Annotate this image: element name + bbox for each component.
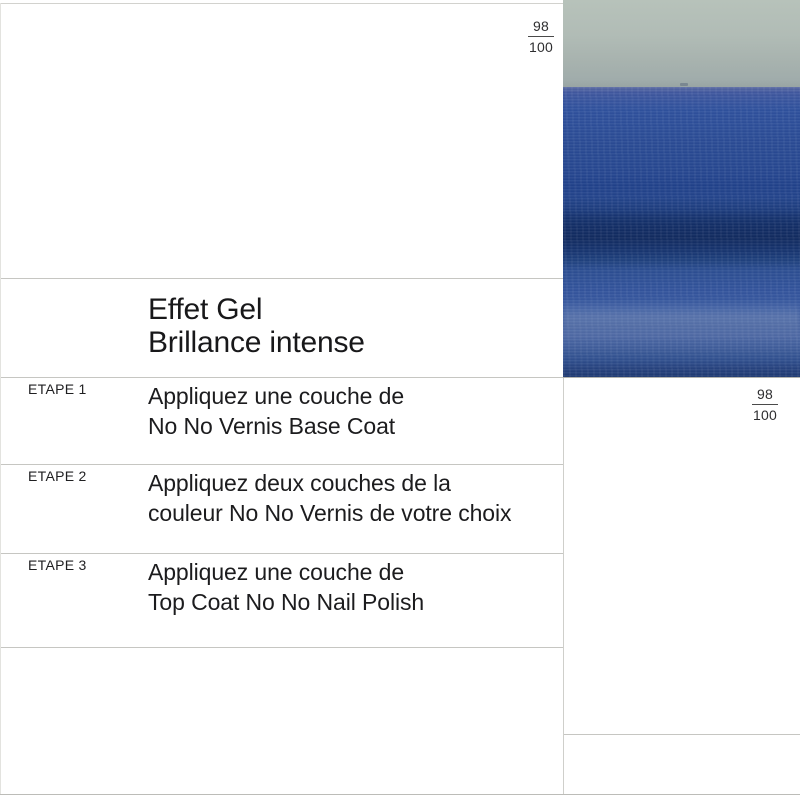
step-1-line-2: No No Vernis Base Coat (148, 413, 396, 439)
right-slide-divider (563, 734, 800, 735)
step-3-line-2: Top Coat No No Nail Polish (148, 589, 425, 615)
page-counter-total: 100 (529, 39, 553, 55)
left-slide-top-border (0, 3, 563, 4)
ocean-horizon-photo (563, 0, 800, 378)
step-1-text (148, 381, 404, 441)
step-3-line-1: Appliquez une couche de (148, 559, 405, 585)
page-counter (752, 386, 778, 423)
step-row-3 (0, 553, 563, 647)
page-counter-total: 100 (753, 407, 777, 423)
step-1-label: ETAPE 1 (28, 381, 87, 397)
divider-below-step-2 (0, 553, 563, 554)
page-counter-fraction-bar (528, 36, 554, 37)
step-row-2 (0, 464, 563, 553)
sky (563, 0, 800, 87)
title-line-1: Effet Gel (148, 293, 263, 326)
step-row-1 (0, 377, 563, 464)
slide-gap-border (563, 378, 564, 794)
step-2-line-2: couleur No No Vernis de votre choix (148, 500, 512, 526)
step-2-line-1: Appliquez deux couches de la (148, 470, 451, 496)
divider-below-title (0, 377, 563, 378)
step-3-label: ETAPE 3 (28, 557, 87, 573)
page-counter (528, 18, 554, 55)
page-counter-current: 98 (533, 18, 549, 34)
page-counter-current: 98 (757, 386, 773, 402)
divider-above-title (0, 278, 563, 279)
slides-bottom-border (0, 794, 800, 795)
page-counter-fraction-bar (752, 404, 778, 405)
left-slide-left-border (0, 3, 1, 794)
sea-haze (563, 300, 800, 338)
section-title (148, 293, 365, 359)
divider-below-step-1 (0, 464, 563, 465)
distant-ship-silhouette (680, 83, 688, 86)
step-3-text (148, 557, 424, 617)
divider-below-step-3 (0, 647, 563, 648)
step-2-label: ETAPE 2 (28, 468, 87, 484)
title-line-2: Brillance intense (148, 326, 365, 359)
step-2-text (148, 468, 511, 528)
step-1-line-1: Appliquez une couche de (148, 383, 405, 409)
